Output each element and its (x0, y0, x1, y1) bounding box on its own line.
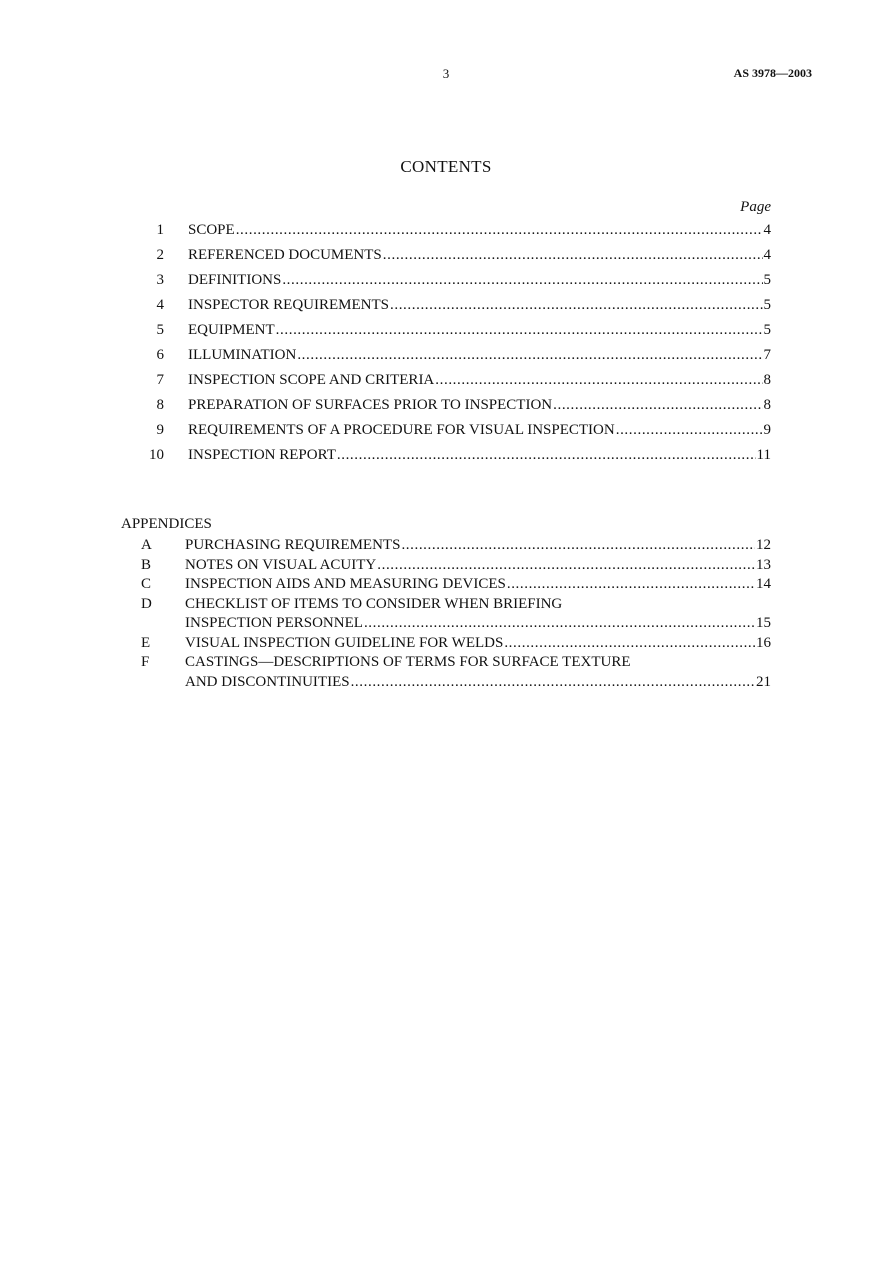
appendix-entry-a[interactable] (121, 536, 771, 556)
dot-leader (351, 673, 755, 693)
dot-leader (364, 614, 755, 634)
toc-entry-referenced-documents[interactable] (140, 247, 771, 272)
table-of-contents (140, 222, 771, 472)
dot-leader (377, 556, 755, 576)
dot-leader (553, 397, 762, 414)
dot-leader (276, 322, 763, 339)
appendix-entry-b[interactable] (121, 556, 771, 576)
toc-entry-scope[interactable] (140, 222, 771, 247)
toc-entry-inspection-report[interactable] (140, 447, 771, 472)
appendix-letter: D (141, 595, 152, 612)
appendix-page: 12 (756, 537, 771, 553)
appendix-page: 14 (756, 576, 771, 592)
dot-leader (390, 297, 763, 314)
appendix-page: 15 (756, 615, 771, 631)
toc-title: INSPECTOR REQUIREMENTS (188, 297, 389, 313)
toc-page: 4 (763, 222, 771, 238)
toc-entry-procedure-requirements[interactable] (140, 422, 771, 447)
toc-entry-inspector-requirements[interactable] (140, 297, 771, 322)
toc-number: 1 (156, 222, 164, 238)
toc-number: 2 (156, 247, 164, 263)
toc-number: 9 (156, 422, 164, 438)
toc-entry-illumination[interactable] (140, 347, 771, 372)
toc-entry-preparation-of-surfaces[interactable] (140, 397, 771, 422)
toc-page: 8 (763, 372, 771, 388)
toc-title: REQUIREMENTS OF A PROCEDURE FOR VISUAL INSPECTION (188, 422, 615, 438)
toc-page: 5 (763, 272, 771, 288)
toc-title: PREPARATION OF SURFACES PRIOR TO INSPECTION (188, 397, 553, 413)
toc-title: SCOPE (188, 222, 235, 238)
toc-page: 4 (763, 247, 771, 263)
toc-page: 5 (763, 297, 771, 313)
appendix-letter: A (141, 537, 152, 553)
dot-leader (297, 347, 762, 364)
appendix-entry-e[interactable] (121, 634, 771, 654)
appendix-letter: E (141, 634, 151, 651)
appendix-title: AND DISCONTINUITIES (185, 673, 350, 690)
toc-page: 8 (763, 397, 771, 413)
toc-title: ILLUMINATION (188, 347, 297, 363)
dot-leader (337, 447, 756, 464)
toc-page: 7 (763, 347, 771, 363)
appendix-title: INSPECTION AIDS AND MEASURING DEVICES (185, 576, 506, 592)
toc-number: 7 (156, 372, 164, 388)
toc-number: 5 (156, 322, 164, 338)
dot-leader (383, 247, 763, 264)
page-number: 3 (442, 66, 450, 81)
toc-number: 3 (156, 272, 164, 288)
appendices-list (121, 536, 771, 692)
appendix-page: 16 (756, 634, 771, 651)
appendix-title: INSPECTION PERSONNEL (185, 615, 363, 631)
toc-number: 10 (149, 447, 164, 463)
appendix-letter: F (141, 654, 150, 670)
toc-number: 8 (156, 397, 164, 413)
dot-leader (236, 222, 763, 239)
appendix-entry-c[interactable] (121, 575, 771, 595)
appendix-title: VISUAL INSPECTION GUIDELINE FOR WELDS (185, 634, 504, 651)
appendix-entry-f[interactable] (121, 653, 771, 692)
toc-page: 11 (756, 447, 771, 463)
appendix-title: NOTES ON VISUAL ACUITY (185, 556, 377, 573)
toc-page: 9 (763, 422, 771, 438)
appendix-entry-d[interactable] (121, 595, 771, 634)
toc-title: REFERENCED DOCUMENTS (188, 247, 382, 263)
toc-entry-equipment[interactable] (140, 322, 771, 347)
appendix-page: 21 (756, 673, 771, 690)
dot-leader (282, 272, 762, 289)
toc-entry-definitions[interactable] (140, 272, 771, 297)
toc-entry-inspection-scope[interactable] (140, 372, 771, 397)
toc-page: 5 (763, 322, 771, 338)
dot-leader (401, 536, 755, 556)
toc-title: EQUIPMENT (188, 322, 275, 338)
appendices-heading: APPENDICES (121, 516, 212, 532)
appendix-letter: B (141, 556, 152, 573)
appendix-page: 13 (756, 556, 771, 573)
appendix-title-line1: CASTINGS—DESCRIPTIONS OF TERMS FOR SURFACE TEXTURE (185, 654, 631, 670)
toc-number: 4 (156, 297, 164, 313)
appendix-title: PURCHASING REQUIREMENTS (185, 537, 401, 553)
appendix-title-line1: CHECKLIST OF ITEMS TO CONSIDER WHEN BRIEFING (185, 595, 563, 612)
dot-leader (507, 575, 755, 595)
page-column-heading: Page (740, 199, 771, 215)
appendix-letter: C (141, 576, 152, 592)
document-id: AS 3978—2003 (733, 66, 812, 80)
toc-title: INSPECTION REPORT (188, 447, 336, 463)
toc-title: INSPECTION SCOPE AND CRITERIA (188, 372, 435, 388)
contents-title: CONTENTS (400, 157, 492, 176)
toc-number: 6 (156, 347, 164, 363)
dot-leader (616, 422, 763, 439)
dot-leader (504, 634, 755, 654)
dot-leader (435, 372, 762, 389)
toc-title: DEFINITIONS (188, 272, 282, 288)
